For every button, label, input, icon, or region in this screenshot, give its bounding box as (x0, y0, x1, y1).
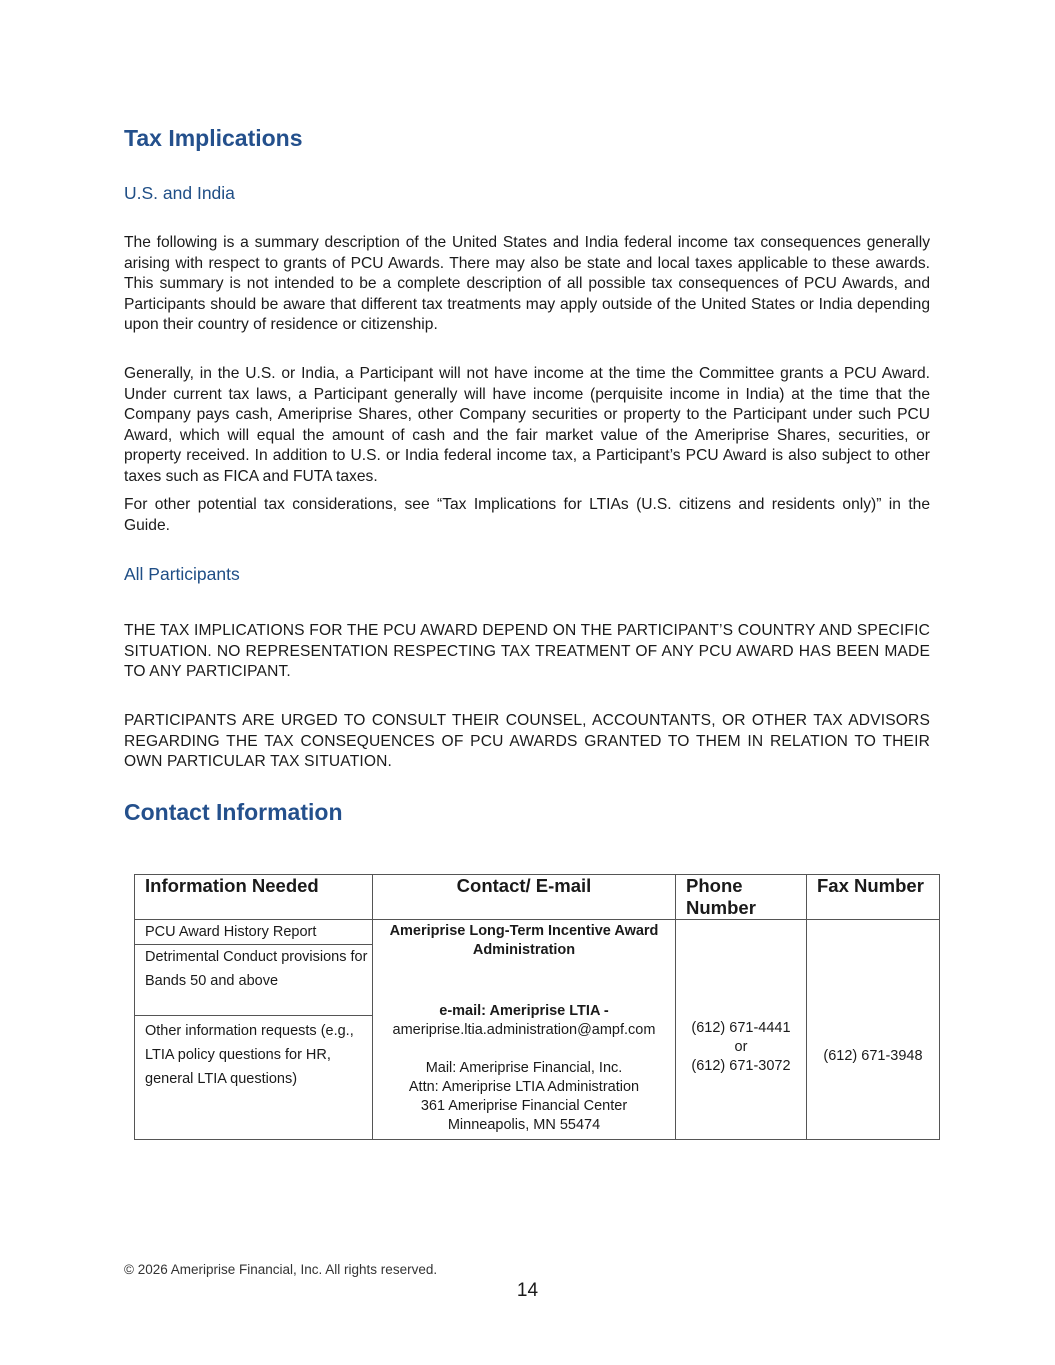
phone-secondary: (612) 671-3072 (691, 1057, 791, 1074)
page-number: 14 (516, 1280, 539, 1301)
contact-org-line-2: Administration (472, 942, 576, 958)
info-item-detrimental-conduct: Detrimental Conduct provisions for Bands 50 and above (135, 945, 373, 1016)
us-india-paragraph-1: The following is a summary description of the United States and India federal income tax consequences generally arising with respect to grants of PCU Awards. There may also be state and local taxes applicable to these awards. This summary is not intended to be a complete description of all possible tax consequences of PCU Awards, and Participants should be aware that different tax treatments may apply outside of the United States or India depending upon their country of residence or citizenship. (124, 234, 930, 334)
us-india-paragraph-2: Generally, in the U.S. or India, a Participant will not have income at the time the Committee grants a PCU Award. Under current tax laws, a Participant generally will have income (perquisite income in India) at the time that the Company pays cash, Ameriprise Shares, other Company securities or property to the Participant under such PCU Award, which will equal the amount of cash and the fair market value of the Ameriprise Shares, securities, or property received. In addition to U.S. or India federal income tax, a Participant’s PCU Award is also subject to other taxes such as FICA and FUTA taxes. (124, 365, 930, 485)
contact-table-header-row (135, 875, 940, 920)
tax-implications-title: Tax Implications (124, 125, 303, 151)
info-item-other-requests: Other information requests (e.g., LTIA policy questions for HR, general LTIA questions) (135, 1016, 373, 1140)
us-india-paragraph-3: For other potential tax considerations, see “Tax Implications for LTIAs (U.S. citizens and residents only)” in the Guide. (124, 496, 930, 534)
contact-information-title: Contact Information (124, 799, 343, 825)
header-information-needed: Information Needed (135, 875, 373, 920)
header-contact-email: Contact/ E-mail (373, 875, 676, 920)
contact-mail-line-3: 361 Ameriprise Financial Center (420, 1098, 628, 1114)
fax-number: (612) 671-3948 (823, 1048, 923, 1064)
all-participants-heading: All Participants (124, 564, 240, 584)
contact-mail-line-2: Attn: Ameriprise LTIA Administration (408, 1079, 640, 1095)
contact-email-label: e-mail: Ameriprise LTIA - (439, 1003, 609, 1019)
header-fax-number: Fax Number (807, 875, 940, 920)
us-india-heading: U.S. and India (124, 183, 235, 203)
fax-number-cell (807, 920, 940, 1140)
contact-table (134, 874, 940, 1140)
contact-details-cell (373, 920, 676, 1140)
copyright-footer: © 2026 Ameriprise Financial, Inc. All rights reserved. (124, 1262, 438, 1277)
phone-primary: (612) 671-4441 (691, 1019, 791, 1036)
phone-number-cell (676, 920, 807, 1140)
contact-email-link[interactable]: ameriprise.ltia.administration@ampf.com (392, 1022, 656, 1038)
info-item-pcu-history: PCU Award History Report (135, 920, 373, 945)
all-participants-paragraph-1: THE TAX IMPLICATIONS FOR THE PCU AWARD DEPEND ON THE PARTICIPANT’S COUNTRY AND SPECIFIC SITUATION. NO REPRESENTATION RESPECTING TAX TREATMENT OF ANY PCU AWARD HAS BEEN MADE TO ANY PARTICIPANT. (124, 622, 930, 681)
table-row (135, 920, 940, 945)
contact-mail-line-4: Minneapolis, MN 55474 (447, 1117, 601, 1133)
contact-org-line-1: Ameriprise Long-Term Incentive Award (389, 923, 659, 939)
phone-or: or (734, 1038, 748, 1055)
all-participants-paragraph-2: PARTICIPANTS ARE URGED TO CONSULT THEIR COUNSEL, ACCOUNTANTS, OR OTHER TAX ADVISORS REGARDING THE TAX CONSEQUENCES OF PCU AWARDS GRANTED TO THEM IN RELATION TO THEIR OWN PARTICULAR TAX SITUATION. (124, 712, 930, 771)
header-phone-number: Phone Number (676, 875, 807, 920)
contact-mail-line-1: Mail: Ameriprise Financial, Inc. (425, 1060, 623, 1076)
